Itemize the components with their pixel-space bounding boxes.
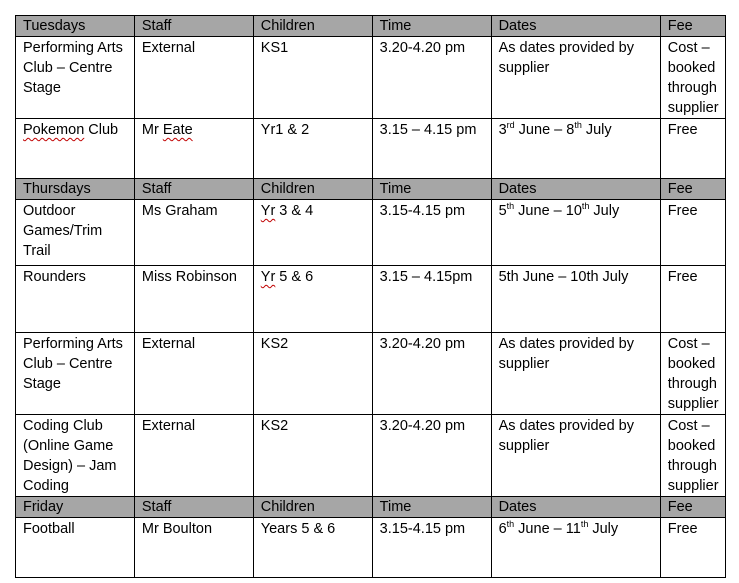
staff-cell: Mr Boulton xyxy=(134,518,253,578)
club-cell: Outdoor Games/Trim Trail xyxy=(16,200,135,266)
header-staff: Staff xyxy=(134,497,253,518)
section-header-thursdays xyxy=(16,179,726,200)
header-staff: Staff xyxy=(134,16,253,37)
time-cell: 3.15-4.15 pm xyxy=(372,518,491,578)
ordinal-suffix: rd xyxy=(506,120,515,131)
time-cell: 3.20-4.20 pm xyxy=(372,37,491,119)
staff-text: Mr xyxy=(141,122,163,138)
fee-cell: Free xyxy=(660,200,725,266)
header-children: Children xyxy=(253,16,372,37)
header-children: Children xyxy=(253,179,372,200)
children-cell xyxy=(253,200,372,266)
fee-cell: Cost – booked through supplier xyxy=(660,333,725,415)
spellcheck-word: Yr xyxy=(260,203,276,219)
dates-cell xyxy=(491,518,660,578)
staff-cell: Miss Robinson xyxy=(134,266,253,333)
children-cell: KS1 xyxy=(253,37,372,119)
dates-cell: As dates provided by supplier xyxy=(491,415,660,497)
club-cell: Rounders xyxy=(16,266,135,333)
dates-cell: As dates provided by supplier xyxy=(491,333,660,415)
fee-cell: Free xyxy=(660,518,725,578)
time-cell: 3.20-4.20 pm xyxy=(372,333,491,415)
header-dates: Dates xyxy=(491,16,660,37)
club-cell: Performing Arts Club – Centre Stage xyxy=(16,37,135,119)
dates-cell xyxy=(491,119,660,179)
header-day: Thursdays xyxy=(16,179,135,200)
table-row xyxy=(16,518,726,578)
header-time: Time xyxy=(372,179,491,200)
clubs-schedule-table xyxy=(15,15,726,578)
staff-cell: External xyxy=(134,333,253,415)
table-row xyxy=(16,415,726,497)
staff-cell: External xyxy=(134,37,253,119)
header-dates: Dates xyxy=(491,179,660,200)
children-text: 5 & 6 xyxy=(275,269,314,285)
header-day: Friday xyxy=(16,497,135,518)
date-part: June – 8 xyxy=(514,122,575,138)
table-row xyxy=(16,333,726,415)
date-part: July xyxy=(581,122,612,138)
ordinal-suffix: th xyxy=(506,201,515,212)
fee-cell: Free xyxy=(660,266,725,333)
club-cell: Coding Club (Online Game Design) – Jam Coding xyxy=(16,415,135,497)
section-header-tuesdays xyxy=(16,16,726,37)
children-cell xyxy=(253,266,372,333)
time-cell: 3.15-4.15 pm xyxy=(372,200,491,266)
club-cell: Football xyxy=(16,518,135,578)
time-cell: 3.15 – 4.15pm xyxy=(372,266,491,333)
club-cell: Performing Arts Club – Centre Stage xyxy=(16,333,135,415)
header-time: Time xyxy=(372,497,491,518)
children-cell: Yr1 & 2 xyxy=(253,119,372,179)
ordinal-suffix: th xyxy=(574,120,582,131)
children-cell: KS2 xyxy=(253,333,372,415)
table-row xyxy=(16,119,726,179)
staff-cell xyxy=(134,119,253,179)
time-cell: 3.20-4.20 pm xyxy=(372,415,491,497)
spellcheck-word: Pokemon xyxy=(23,122,85,138)
spellcheck-word: Yr xyxy=(260,269,276,285)
date-part: June – 10 xyxy=(514,203,582,219)
date-part: 5 xyxy=(498,203,507,219)
header-time: Time xyxy=(372,16,491,37)
ordinal-suffix: th xyxy=(506,519,515,530)
club-text: Club xyxy=(84,122,119,138)
header-children: Children xyxy=(253,497,372,518)
header-staff: Staff xyxy=(134,179,253,200)
header-day: Tuesdays xyxy=(16,16,135,37)
dates-cell xyxy=(491,200,660,266)
fee-cell: Free xyxy=(660,119,725,179)
fee-cell: Cost – booked through supplier xyxy=(660,415,725,497)
children-cell: KS2 xyxy=(253,415,372,497)
date-part: July xyxy=(589,203,620,219)
table-row xyxy=(16,266,726,333)
ordinal-suffix: th xyxy=(581,201,590,212)
dates-cell: 5th June – 10th July xyxy=(491,266,660,333)
date-part: 6 xyxy=(498,521,507,537)
time-cell: 3.15 – 4.15 pm xyxy=(372,119,491,179)
fee-cell: Cost – booked through supplier xyxy=(660,37,725,119)
table-row xyxy=(16,37,726,119)
date-part: 3 xyxy=(498,122,507,138)
header-fee: Fee xyxy=(660,16,725,37)
header-fee: Fee xyxy=(660,497,725,518)
dates-cell: As dates provided by supplier xyxy=(491,37,660,119)
club-cell xyxy=(16,119,135,179)
children-cell: Years 5 & 6 xyxy=(253,518,372,578)
date-part: July xyxy=(588,521,619,537)
section-header-friday xyxy=(16,497,726,518)
date-part: June – 11 xyxy=(514,521,581,537)
spellcheck-word: Eate xyxy=(162,122,193,138)
staff-cell: Ms Graham xyxy=(134,200,253,266)
table-row xyxy=(16,200,726,266)
children-text: 3 & 4 xyxy=(275,203,314,219)
ordinal-suffix: th xyxy=(580,519,589,530)
header-dates: Dates xyxy=(491,497,660,518)
staff-cell: External xyxy=(134,415,253,497)
header-fee: Fee xyxy=(660,179,725,200)
